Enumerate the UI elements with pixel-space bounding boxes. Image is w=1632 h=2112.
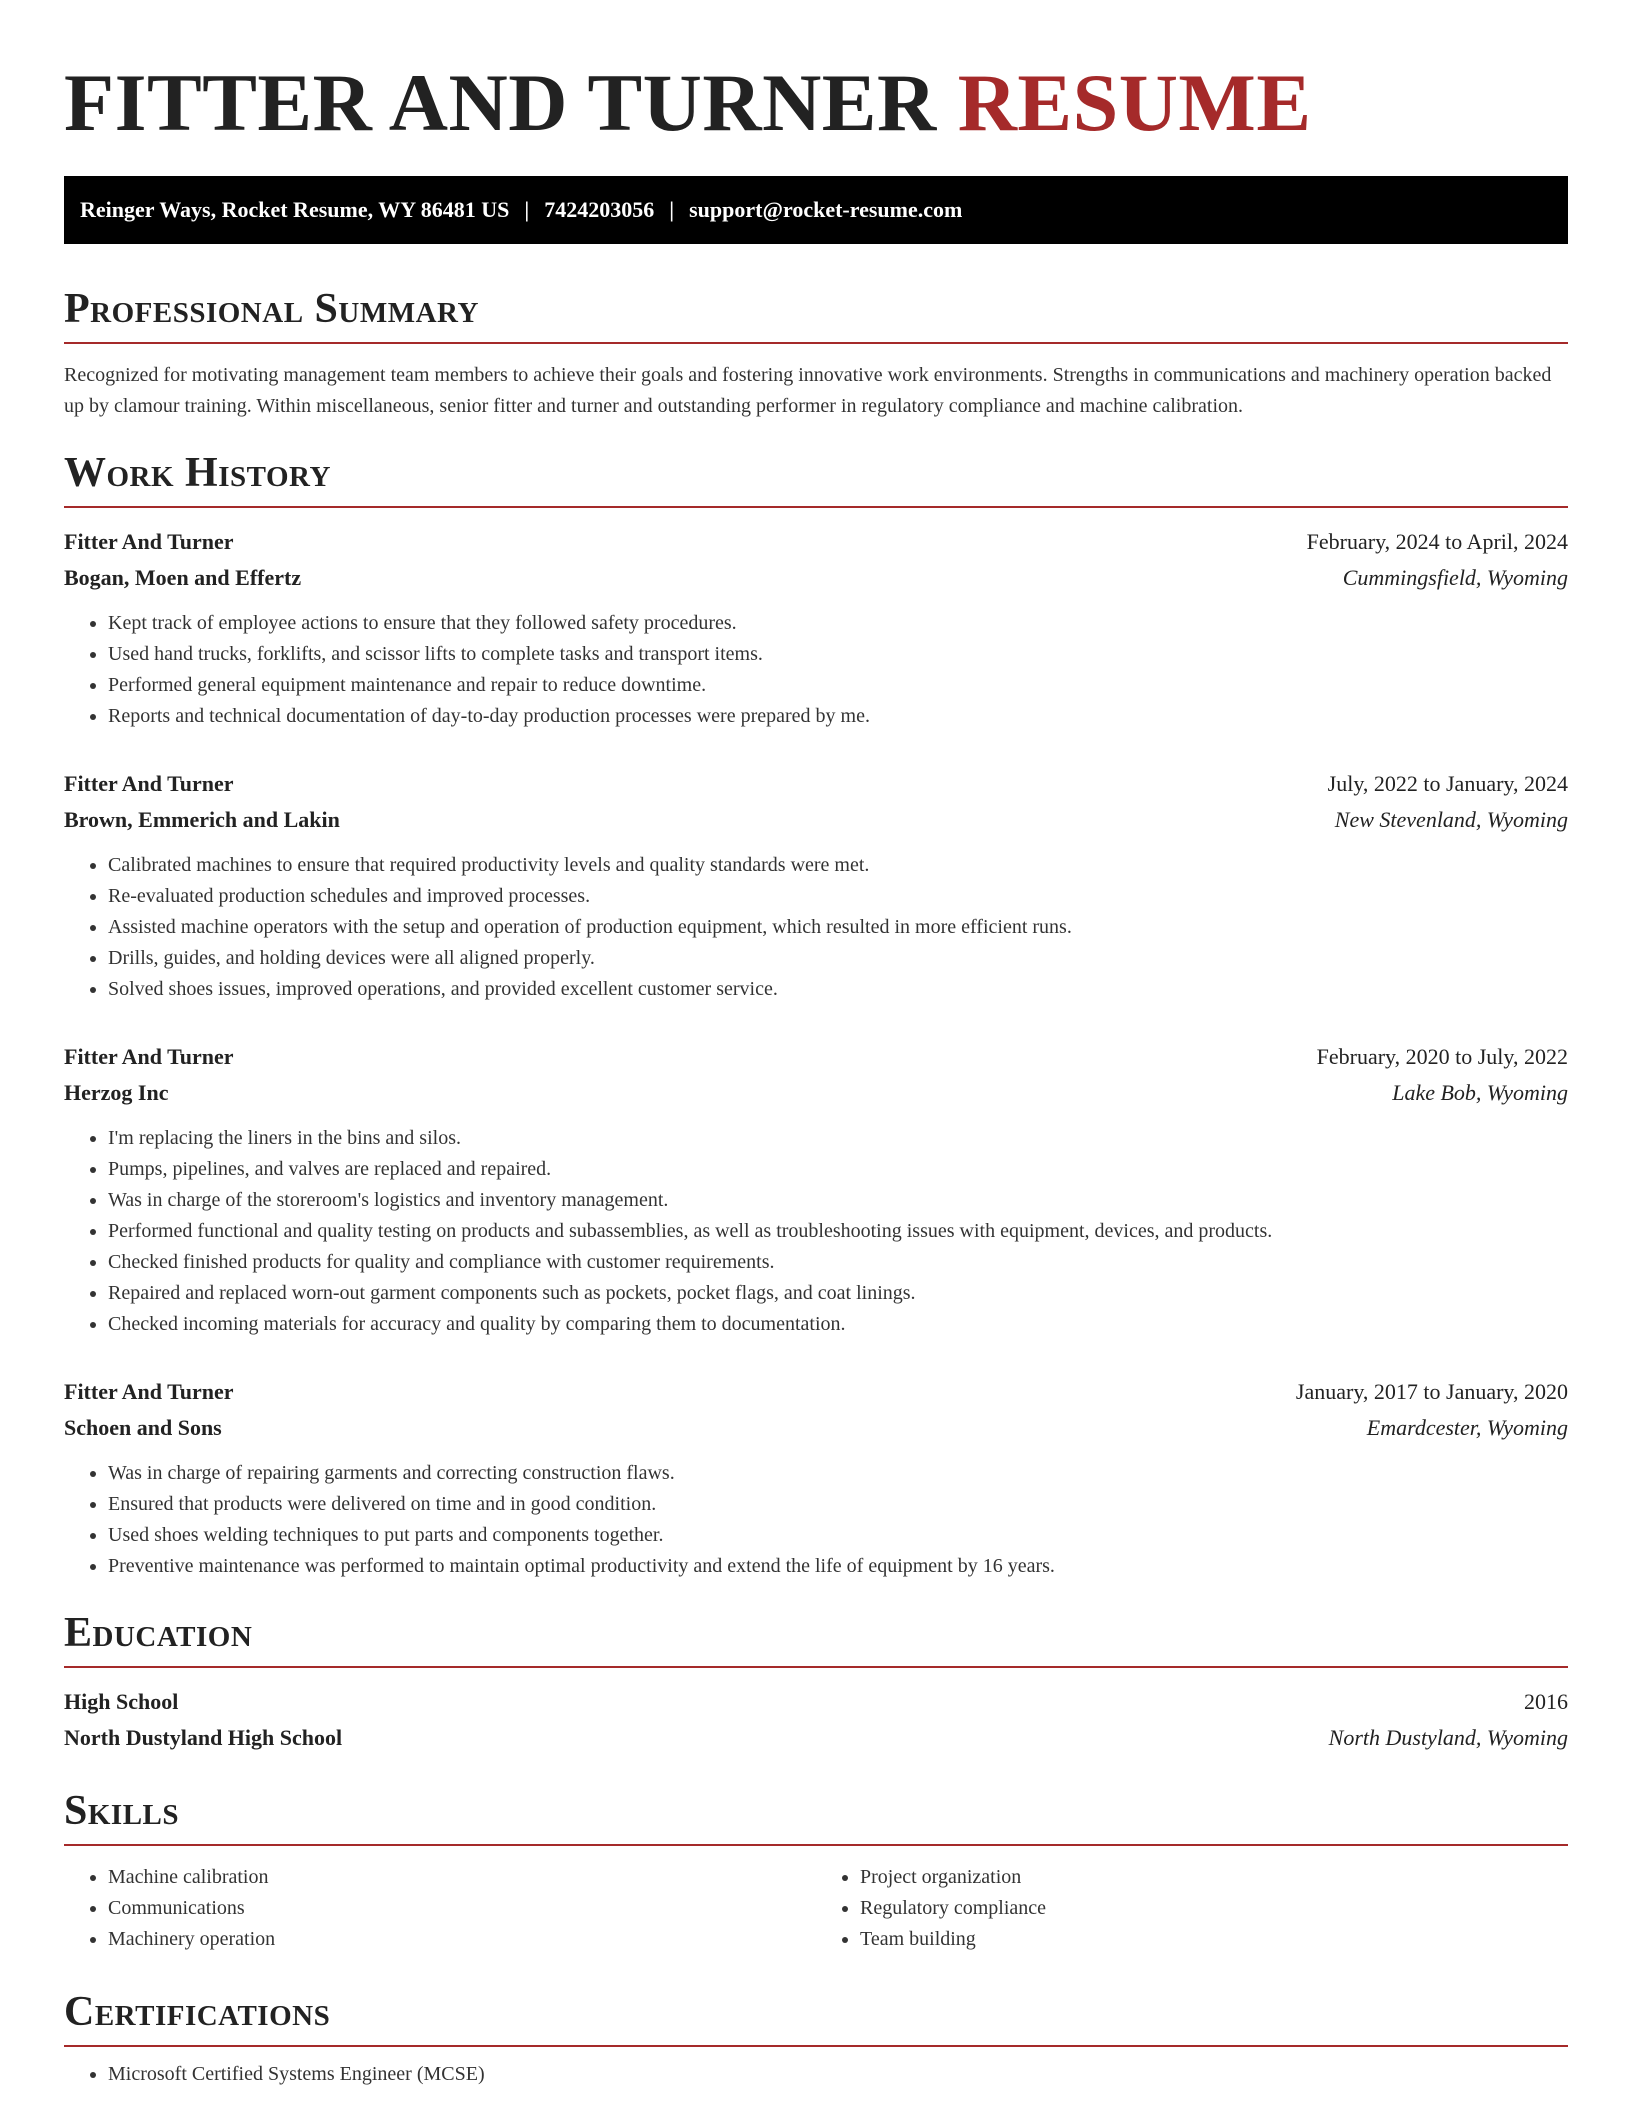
job-title: Fitter And Turner	[64, 1379, 234, 1404]
job-location: Emardcester, Wyoming	[1366, 1415, 1568, 1440]
certification-item: • Microsoft Certified Systems Engineer (MCSE)	[108, 2059, 1568, 2090]
job-bullet: • Repaired and replaced worn-out garment components such as pockets, pocket flags, and coat linings.	[108, 1278, 1568, 1309]
job-bullet: • Ensured that products were delivered on time and in good condition.	[108, 1489, 1568, 1520]
job-entry	[64, 524, 1568, 732]
job-company-row	[64, 802, 1568, 838]
education-section	[64, 1608, 1568, 1756]
job-title-row	[64, 1374, 1568, 1410]
job-bullet: • Calibrated machines to ensure that required productivity levels and quality standards were met.	[108, 850, 1568, 881]
job-title: Fitter And Turner	[64, 1044, 234, 1069]
job-bullet: • Preventive maintenance was performed to maintain optimal productivity and extend the life of equipment by 16 years.	[108, 1551, 1568, 1582]
job-bullet: • Assisted machine operators with the setup and operation of production equipment, which resulted in more efficient runs.	[108, 912, 1568, 943]
job-bullet: • Reports and technical documentation of day-to-day production processes were prepared by me.	[108, 701, 1568, 732]
job-entry	[64, 766, 1568, 1005]
job-title: Fitter And Turner	[64, 529, 234, 554]
contact-separator: |	[524, 197, 530, 222]
contact-separator: |	[669, 197, 675, 222]
skills-column-right	[816, 1862, 1568, 1955]
certifications-section	[64, 1987, 1568, 2090]
job-dates: February, 2020 to July, 2022	[1316, 1044, 1568, 1069]
job-company: Schoen and Sons	[64, 1415, 222, 1440]
skills-column-left	[64, 1862, 816, 1955]
education-degree: High School	[64, 1689, 179, 1714]
job-company: Herzog Inc	[64, 1080, 169, 1105]
job-bullet: • Drills, guides, and holding devices were all aligned properly.	[108, 943, 1568, 974]
job-bullet: • Checked incoming materials for accuracy and quality by comparing them to documentation.	[108, 1309, 1568, 1340]
skill-item: • Machinery operation	[108, 1924, 816, 1955]
contact-address: Reinger Ways, Rocket Resume, WY 86481 US	[80, 197, 510, 222]
skills-section	[64, 1786, 1568, 1955]
job-location: Cummingsfield, Wyoming	[1342, 565, 1568, 590]
skills-grid	[64, 1862, 1568, 1955]
summary-text: Recognized for motivating management team members to achieve their goals and fostering innovative work environments. Strengths in communications and machinery operation backed up by clamour training. Within miscellaneous, senior fitter and turner and outstanding performer in regulatory compliance and machine calibration.	[64, 364, 1552, 417]
title-accent: RESUME	[957, 57, 1312, 148]
job-bullet: • Pumps, pipelines, and valves are replaced and repaired.	[108, 1154, 1568, 1185]
summary-section	[64, 284, 1568, 422]
job-bullets	[64, 1458, 1568, 1582]
contact-phone: 7424203056	[544, 197, 655, 222]
job-location: New Stevenland, Wyoming	[1334, 807, 1568, 832]
job-bullet: • Performed general equipment maintenance and repair to reduce downtime.	[108, 670, 1568, 701]
job-bullets	[64, 1123, 1568, 1340]
certifications-heading: Certifications	[64, 1987, 1568, 2047]
education-degree-row	[64, 1684, 1568, 1720]
skill-item: • Team building	[860, 1924, 1568, 1955]
summary-heading: Professional Summary	[64, 284, 1568, 344]
skill-item: • Project organization	[860, 1862, 1568, 1893]
job-title-row	[64, 1039, 1568, 1075]
job-dates: July, 2022 to January, 2024	[1327, 771, 1568, 796]
job-dates: February, 2024 to April, 2024	[1306, 529, 1568, 554]
contact-bar	[64, 176, 1568, 244]
education-year: 2016	[1524, 1689, 1568, 1714]
job-bullet: • Was in charge of the storeroom's logistics and inventory management.	[108, 1185, 1568, 1216]
education-heading: Education	[64, 1608, 1568, 1668]
work-history-heading: Work History	[64, 448, 1568, 508]
job-location: Lake Bob, Wyoming	[1392, 1080, 1568, 1105]
job-entry	[64, 1374, 1568, 1582]
certifications-list	[64, 2059, 1568, 2090]
job-bullet: • Re-evaluated production schedules and improved processes.	[108, 881, 1568, 912]
job-company-row	[64, 1075, 1568, 1111]
job-bullet: • Checked finished products for quality and compliance with customer requirements.	[108, 1247, 1568, 1278]
skills-heading: Skills	[64, 1786, 1568, 1846]
job-company: Brown, Emmerich and Lakin	[64, 807, 340, 832]
job-company-row	[64, 1410, 1568, 1446]
skill-item: • Communications	[108, 1893, 816, 1924]
job-bullet: • Used hand trucks, forklifts, and scissor lifts to complete tasks and transport items.	[108, 639, 1568, 670]
job-bullet: • Was in charge of repairing garments and correcting construction flaws.	[108, 1458, 1568, 1489]
job-bullets	[64, 608, 1568, 732]
job-bullet: • Used shoes welding techniques to put parts and components together.	[108, 1520, 1568, 1551]
work-history-section	[64, 448, 1568, 1582]
resume-title	[64, 56, 1568, 168]
job-dates: January, 2017 to January, 2020	[1295, 1379, 1568, 1404]
job-title-row	[64, 766, 1568, 802]
skill-item: • Machine calibration	[108, 1862, 816, 1893]
education-entry	[64, 1684, 1568, 1756]
job-bullet: • Kept track of employee actions to ensure that they followed safety procedures.	[108, 608, 1568, 639]
title-main: FITTER AND TURNER	[64, 57, 937, 148]
job-bullets	[64, 850, 1568, 1005]
education-school: North Dustyland High School	[64, 1725, 343, 1750]
job-bullet: • Performed functional and quality testing on products and subassemblies, as well as troubleshooting issues with equipment, devices, and products.	[108, 1216, 1568, 1247]
job-title-row	[64, 524, 1568, 560]
education-location: North Dustyland, Wyoming	[1328, 1725, 1568, 1750]
job-entry	[64, 1039, 1568, 1340]
skill-item: • Regulatory compliance	[860, 1893, 1568, 1924]
job-company-row	[64, 560, 1568, 596]
job-title: Fitter And Turner	[64, 771, 234, 796]
contact-email: support@rocket-resume.com	[689, 197, 963, 222]
job-company: Bogan, Moen and Effertz	[64, 565, 302, 590]
job-bullet: • Solved shoes issues, improved operations, and provided excellent customer service.	[108, 974, 1568, 1005]
education-school-row	[64, 1720, 1568, 1756]
job-bullet: • I'm replacing the liners in the bins and silos.	[108, 1123, 1568, 1154]
